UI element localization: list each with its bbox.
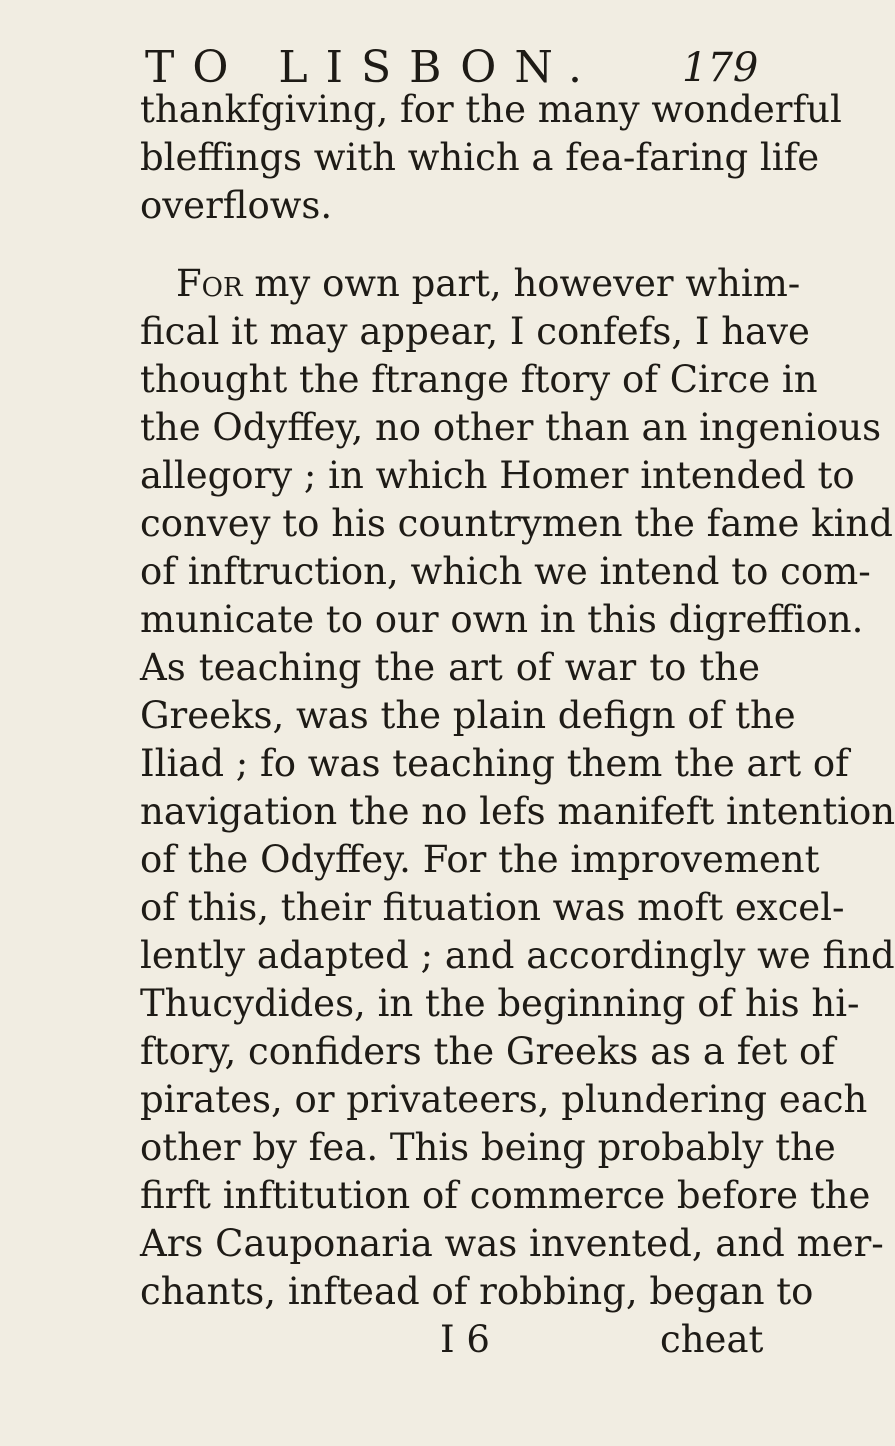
text-line: firft inftitution of commerce before the [140, 1174, 871, 1217]
text-line: allegory ; in which Homer intended to [140, 454, 855, 497]
text-line: Greeks, was the plain defign of the [140, 694, 796, 737]
running-head: TO LISBON. [145, 42, 601, 93]
text-line: pirates, or privateers, plundering each [140, 1078, 868, 1121]
text-line: thankfgiving, for the many wonderful [140, 88, 842, 131]
text-line: Ars Cauponaria was invented, and mer- [140, 1222, 884, 1265]
text-line: As teaching the art of war to the [140, 646, 760, 689]
text-line: thought the ftrange ftory of Circe in [140, 358, 818, 401]
text-line: other by fea. This being probably the [140, 1126, 836, 1169]
text-line: of the Odyffey. For the improvement [140, 838, 820, 881]
text-line: bleffings with which a fea-faring life [140, 136, 820, 179]
paragraph-initial-word: For [176, 262, 243, 305]
text-line: of inftruction, which we intend to com- [140, 550, 871, 593]
catchword: cheat [660, 1318, 764, 1361]
text-line: ftory, confiders the Greeks as a fet of [140, 1030, 835, 1073]
text-line: municate to our own in this digreffion. [140, 598, 864, 641]
text-line: the Odyffey, no other than an ingenious [140, 406, 882, 449]
text-line: convey to his countrymen the fame kind [140, 502, 893, 545]
page-number: 179 [682, 45, 759, 91]
first-line-rest: my own part, however whim- [242, 262, 801, 305]
text-line: navigation the no lefs manifeft intention [140, 790, 895, 833]
signature-mark: I 6 [440, 1318, 490, 1361]
text-line: chants, inftead of robbing, began to [140, 1270, 814, 1313]
text-line: Thucydides, in the beginning of his hi- [140, 982, 860, 1025]
text-line-first [176, 260, 801, 308]
text-line: lently adapted ; and accordingly we find [140, 934, 895, 977]
text-line: Iliad ; fo was teaching them the art of [140, 742, 849, 785]
text-line: fical it may appear, I confefs, I have [140, 310, 810, 353]
text-line: overflows. [140, 184, 333, 227]
text-line: of this, their fituation was moft excel- [140, 886, 845, 929]
